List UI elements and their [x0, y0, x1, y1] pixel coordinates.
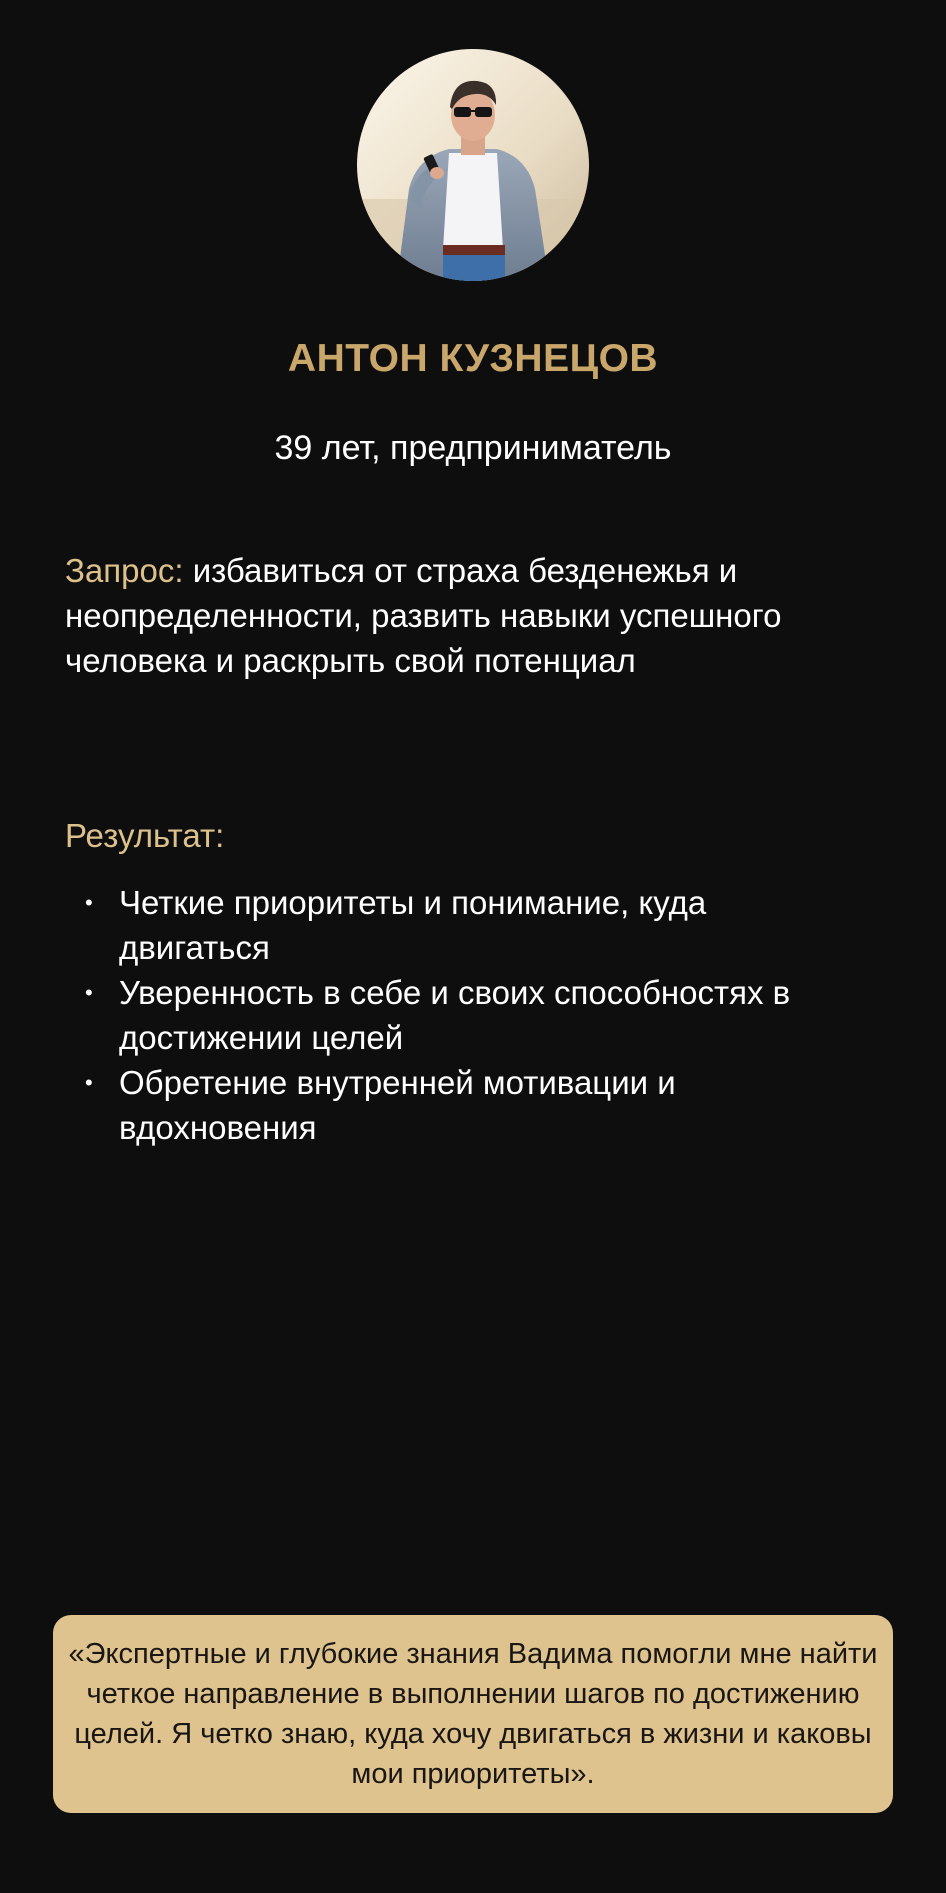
result-list — [65, 880, 865, 1150]
list-item — [65, 1060, 865, 1150]
avatar-photo — [357, 49, 589, 281]
quote-text: «Экспертные и глубокие знания Вадима помогли мне найти четкое направление в выполнении шагов по достижению целей. Я четко знаю, куда хочу двигаться в жизни и каковы мои приоритеты». — [68, 1638, 878, 1790]
avatar — [357, 49, 589, 281]
person-subtitle: 39 лет, предприниматель — [274, 429, 672, 467]
bullet-icon: • — [85, 890, 93, 915]
list-item-text: Четкие приоритеты и понимание, куда двигаться — [119, 884, 707, 966]
bullet-icon: • — [85, 980, 93, 1005]
list-item-text: Уверенность в себе и своих способностях в достижении целей — [119, 974, 791, 1056]
list-item — [65, 970, 865, 1060]
list-item — [65, 880, 865, 970]
result-label: Результат: — [65, 817, 225, 854]
person-name: АНТОН КУЗНЕЦОВ — [287, 337, 659, 380]
bullet-icon: • — [85, 1070, 93, 1095]
request-paragraph — [65, 548, 865, 683]
list-item-text: Обретение внутренней мотивации и вдохновения — [119, 1064, 676, 1146]
quote-card — [53, 1615, 893, 1813]
request-text: избавиться от страха безденежья и неопределенности, развить навыки успешного человека и раскрыть свой потенциал — [65, 552, 782, 679]
request-label: Запрос: — [65, 552, 184, 589]
